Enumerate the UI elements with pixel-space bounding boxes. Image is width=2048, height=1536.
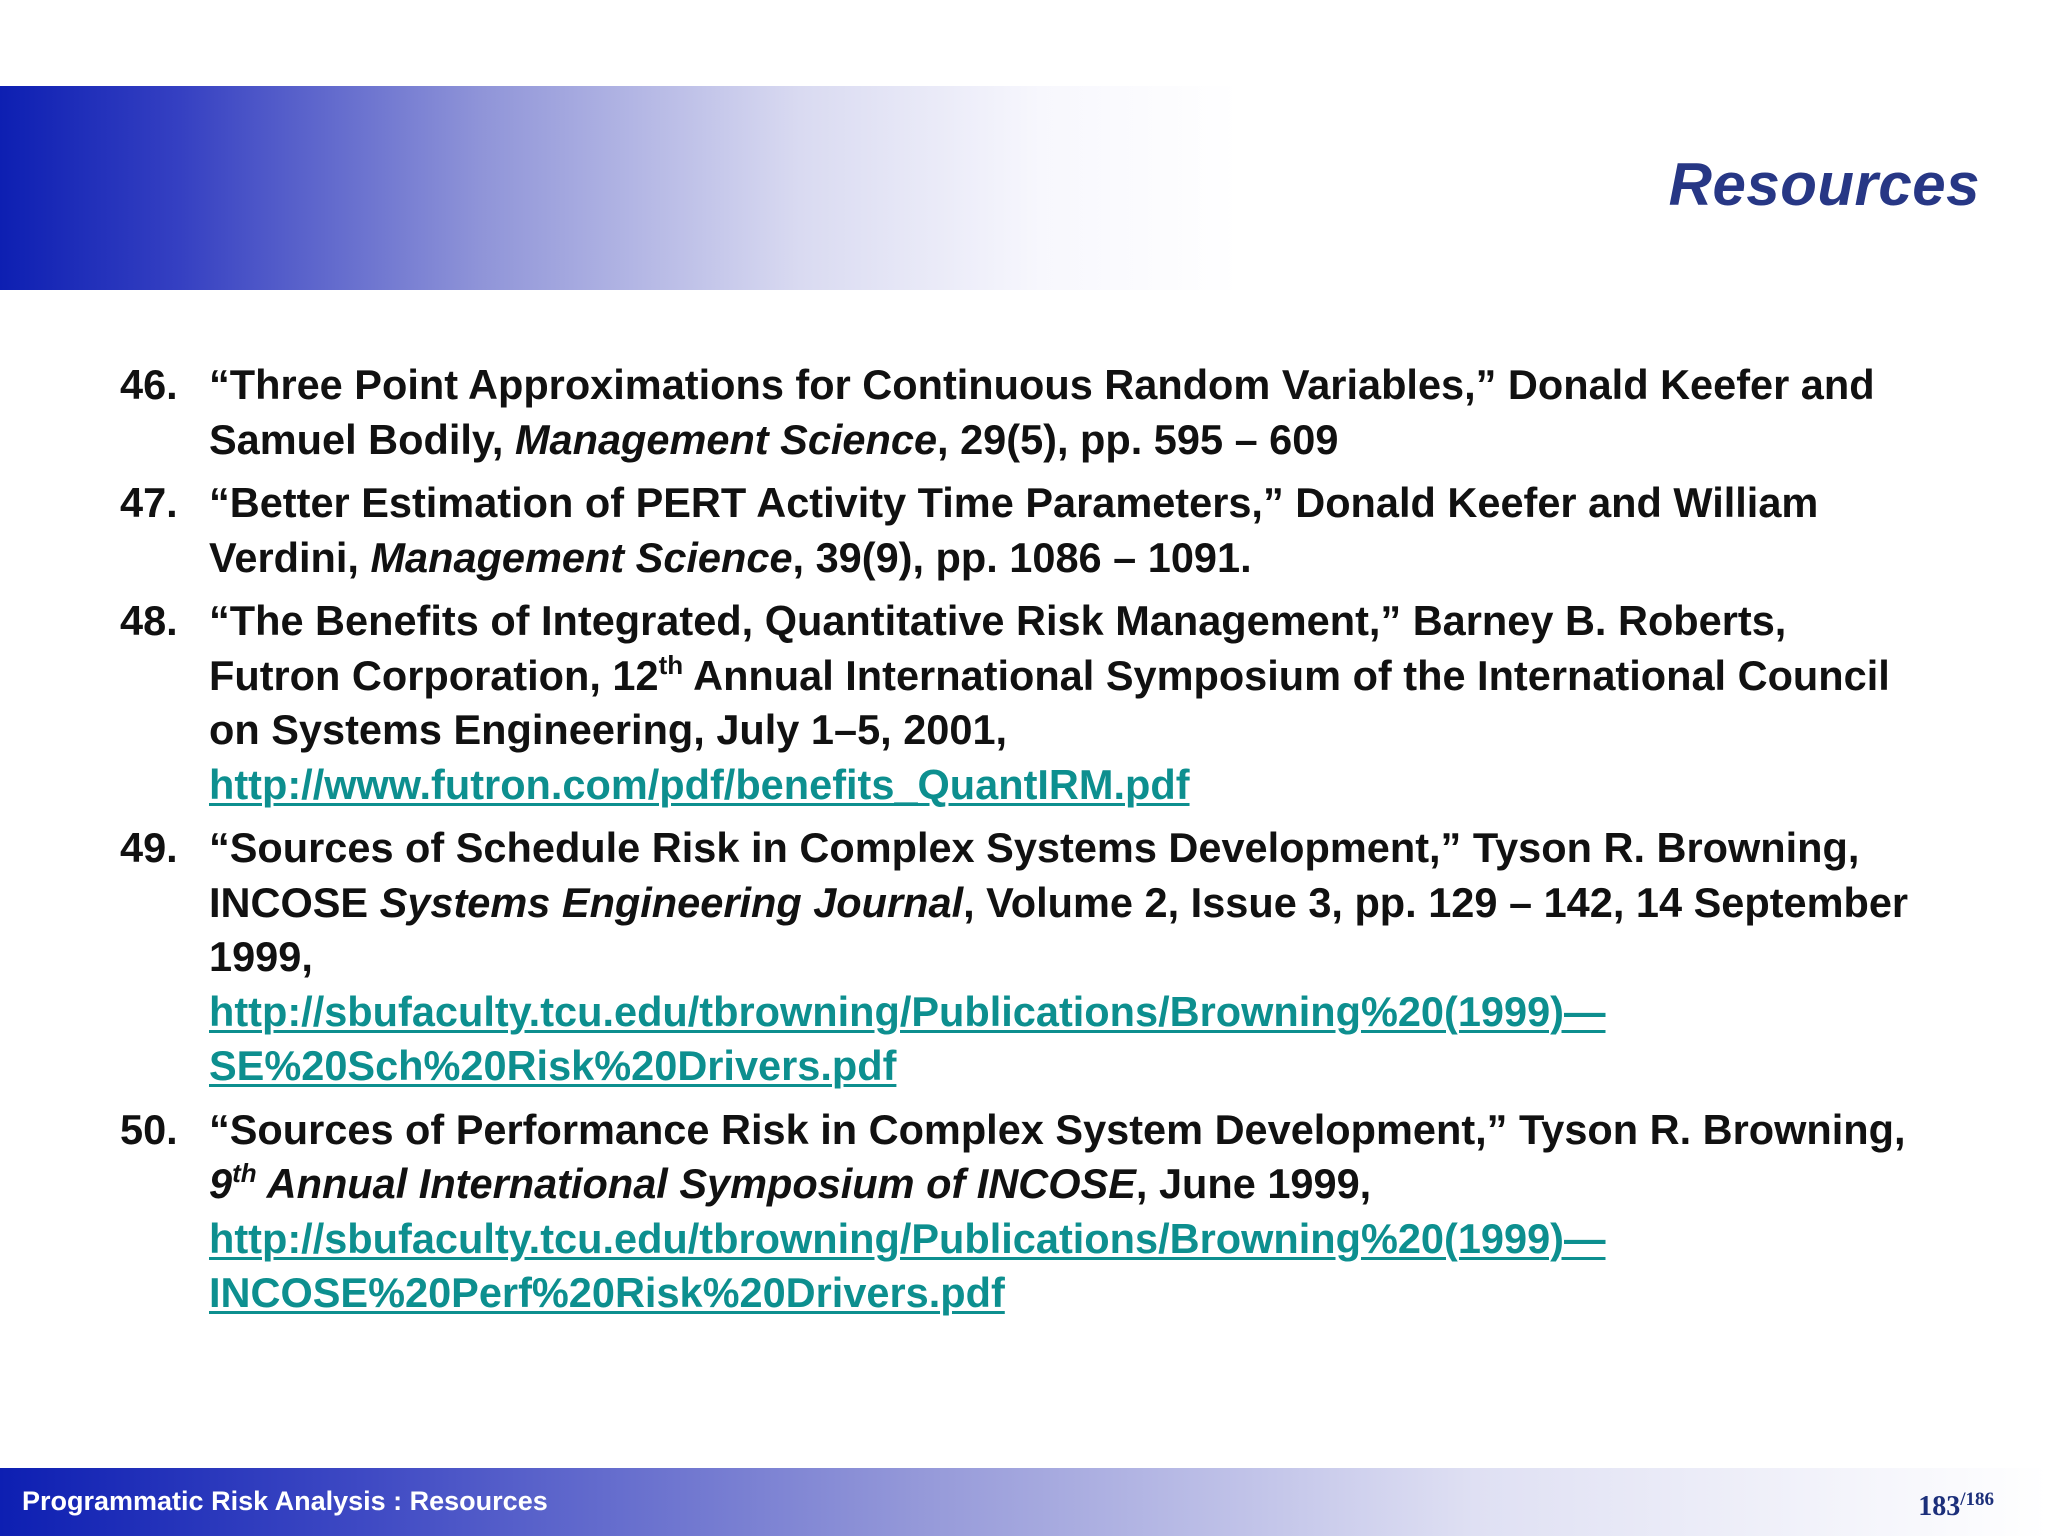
reference-text: , June 1999, xyxy=(1135,1160,1372,1207)
reference-text: “Sources of Performance Risk in Complex System Development,” Tyson R. Browning, xyxy=(209,1105,1906,1153)
reference-item xyxy=(120,821,1920,1094)
reference-link-line: INCOSE%20Perf%20Risk%20Drivers.pdf xyxy=(209,1269,1005,1316)
reference-text: “Sources of Schedule Risk in Complex Systems Development,” Tyson R. Browning, INCOSE xyxy=(209,824,1860,926)
journal-title: Management Science xyxy=(370,533,793,581)
current-page: 183 xyxy=(1918,1491,1961,1522)
ordinal-suffix: th xyxy=(658,649,684,680)
reference-link-line: http://sbufaculty.tcu.edu/tbrowning/Publications/Browning%20(1999)— xyxy=(209,987,1606,1035)
reference-number: 48. xyxy=(120,597,178,644)
reference-text: , 39(9), pp. 1086 – 1091. xyxy=(792,533,1252,581)
symposium-title xyxy=(209,1160,1136,1207)
footer-label: Programmatic Risk Analysis : Resources xyxy=(22,1486,548,1516)
reference-text: , 29(5), pp. 595 – 609 xyxy=(937,415,1339,463)
total-pages: /186 xyxy=(1960,1489,1994,1510)
reference-link[interactable]: http://www.futron.com/pdf/benefits_QuantIRM.pdf xyxy=(209,760,1190,808)
reference-text: “The Benefits of Integrated, Quantitative Risk Management,” Barney B. Roberts, Futron Corporation, 12 xyxy=(209,597,1787,699)
ordinal-suffix: th xyxy=(232,1158,257,1188)
reference-link-line: SE%20Sch%20Risk%20Drivers.pdf xyxy=(209,1042,897,1089)
reference-item xyxy=(120,594,1920,812)
page-number xyxy=(1918,1489,1994,1523)
symposium-name: Annual International Symposium of INCOSE xyxy=(256,1160,1136,1207)
reference-item xyxy=(120,476,1920,585)
reference-link[interactable] xyxy=(209,1212,1920,1321)
reference-link-line: http://sbufaculty.tcu.edu/tbrowning/Publications/Browning%20(1999)— xyxy=(209,1214,1606,1262)
reference-text: Annual International Symposium of the International Council on Systems Engineering, July 1–5, 2001, xyxy=(209,651,1890,753)
symposium-ordinal: 9 xyxy=(209,1160,233,1207)
journal-title: Systems Engineering Journal xyxy=(379,878,964,926)
reference-item xyxy=(120,358,1920,467)
reference-text: “Three Point Approximations for Continuous Random Variables,” Donald Keefer and Samuel Bodily, xyxy=(209,361,1875,463)
reference-list xyxy=(120,358,1920,1330)
reference-link[interactable] xyxy=(209,985,1920,1094)
reference-number: 47. xyxy=(120,479,178,526)
page-title: Resources xyxy=(1668,151,1980,218)
reference-item xyxy=(120,1103,1920,1321)
reference-number: 49. xyxy=(120,824,178,871)
reference-text: , Volume 2, Issue 3, pp. 129 – 142, 14 September 1999, xyxy=(209,878,1909,980)
journal-title: Management Science xyxy=(514,415,938,463)
reference-text: “Better Estimation of PERT Activity Time Parameters,” Donald Keefer and William Verdini, xyxy=(209,479,1819,581)
reference-number: 50. xyxy=(120,1105,178,1153)
reference-number: 46. xyxy=(120,361,178,408)
